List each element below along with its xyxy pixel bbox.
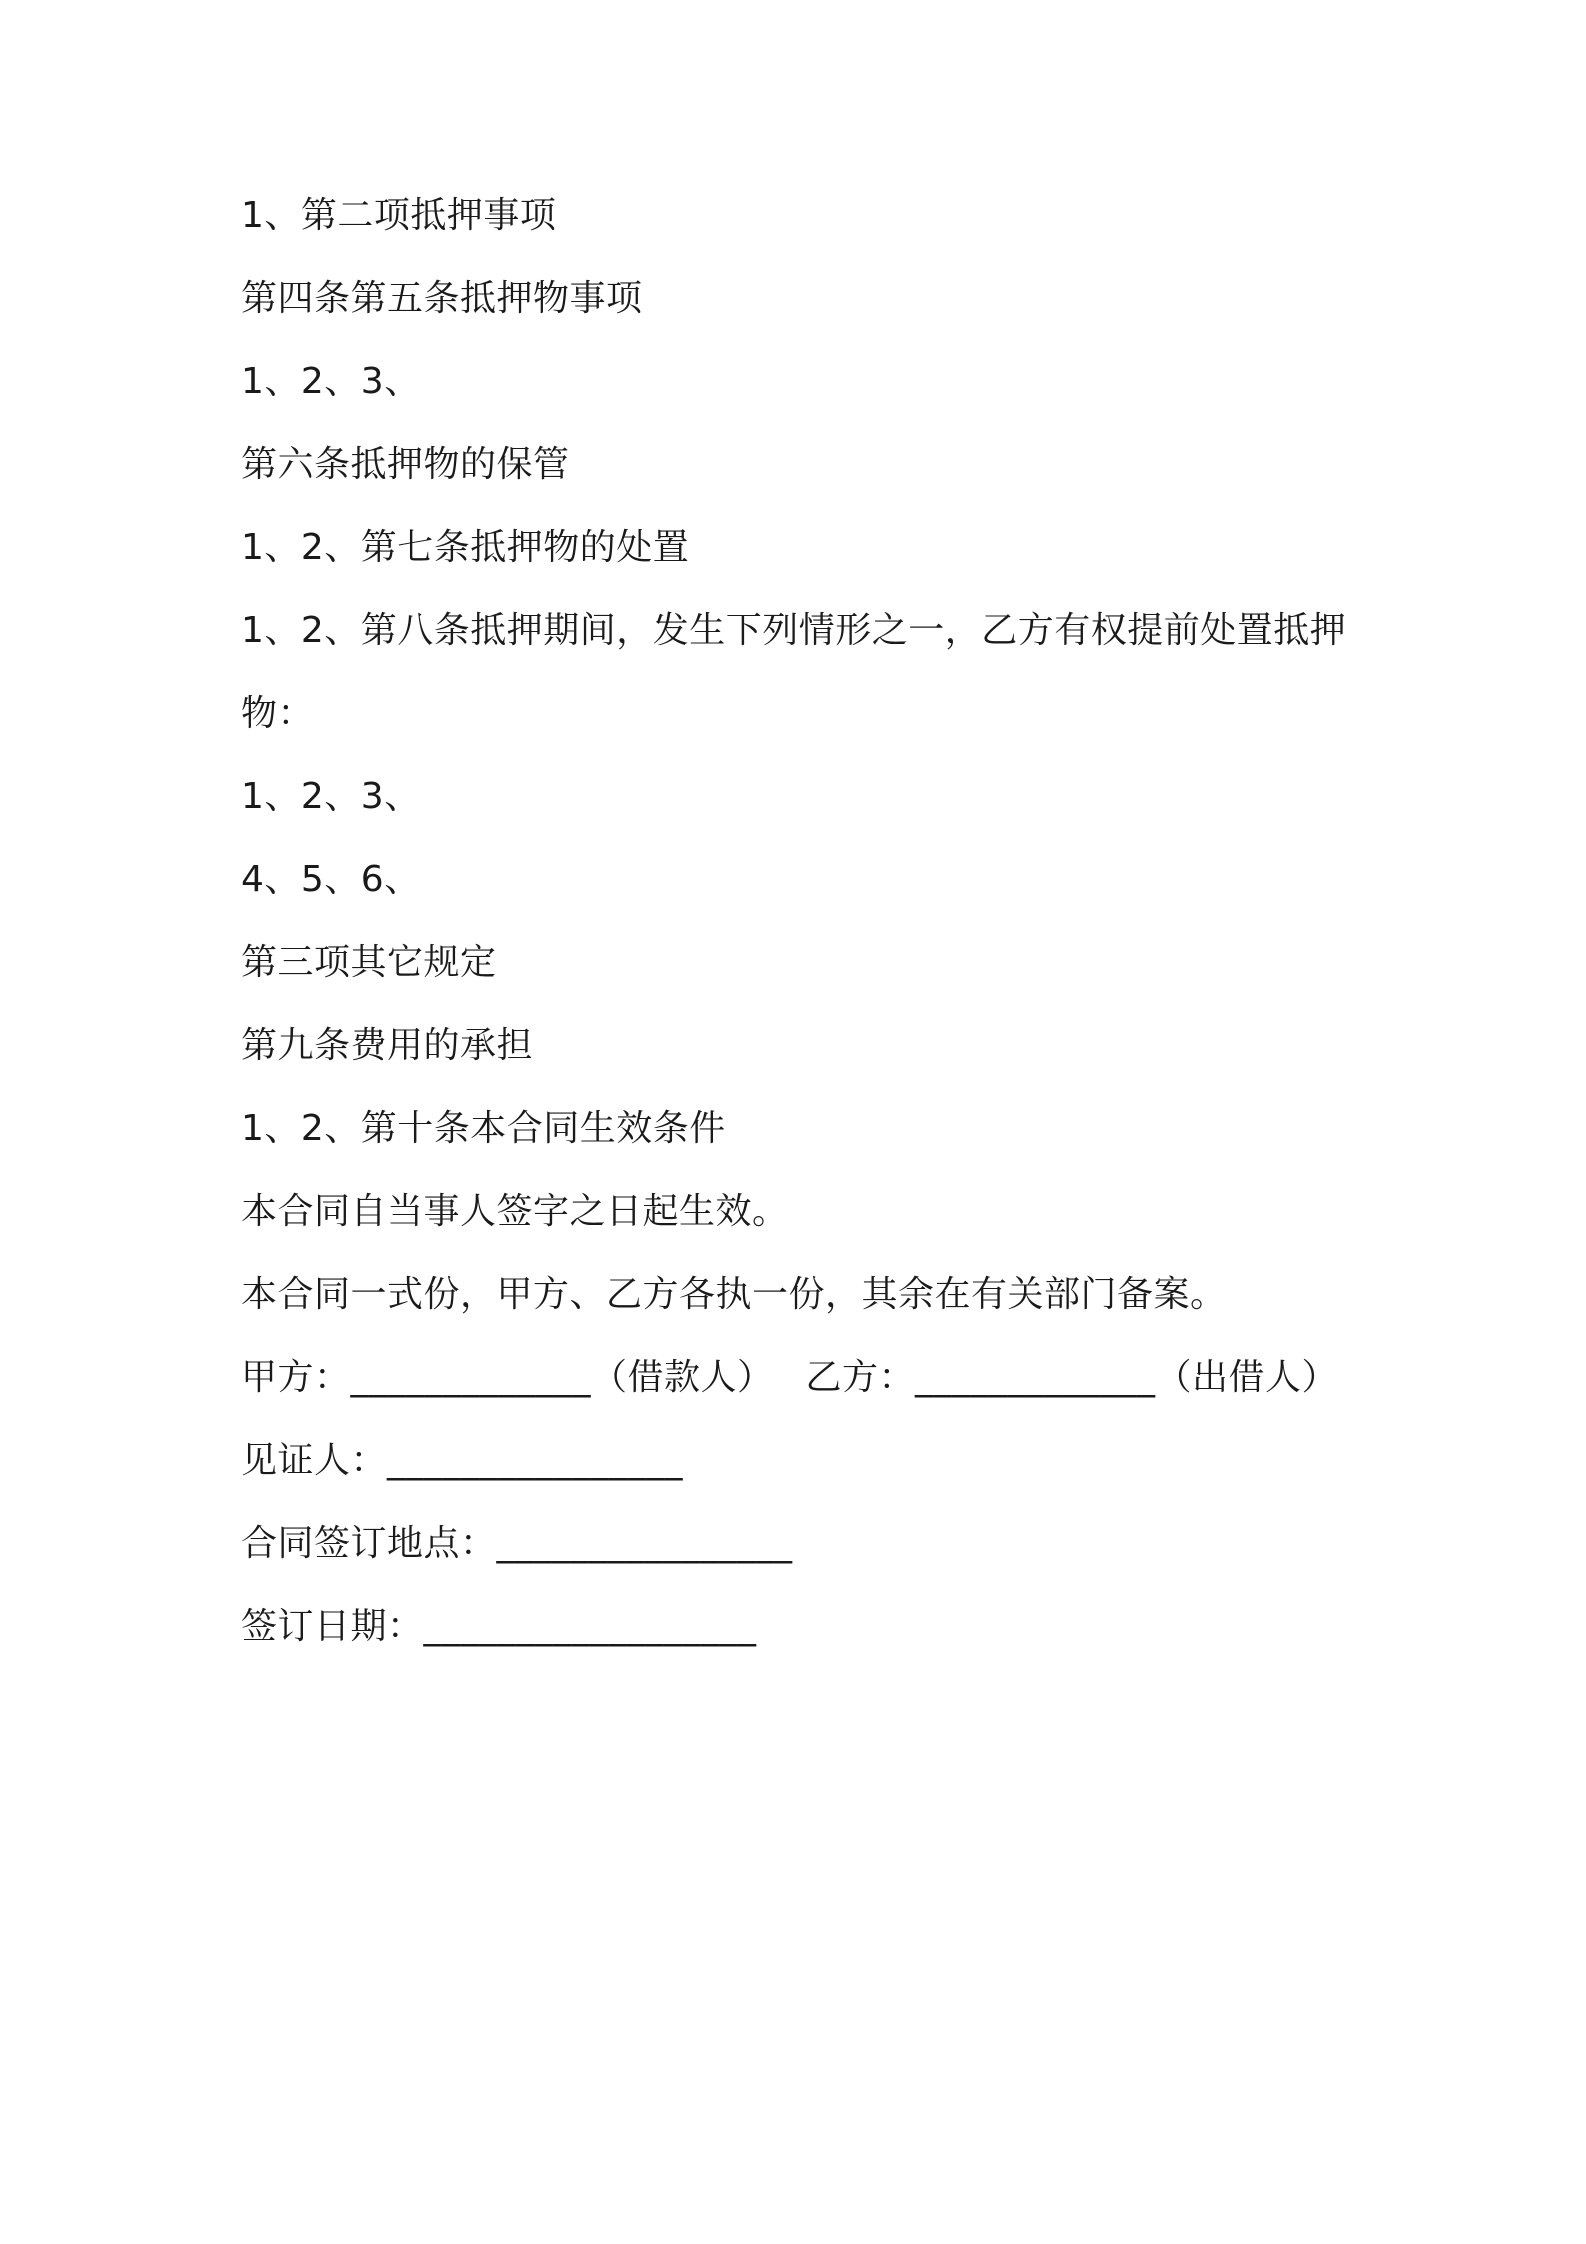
party-a-role: （借款人） — [591, 1357, 774, 1398]
signing-date-line — [241, 1604, 1351, 1650]
witness-label: 见证人： — [241, 1440, 388, 1481]
witness-line — [241, 1438, 1351, 1484]
party-a-label: 甲方： — [241, 1357, 351, 1398]
article-text: 1、2、第八条抵押期间，发生下列情形之一，乙方有权提前处置抵押 — [241, 610, 1347, 651]
article-heading: 1、2、第十条本合同生效条件 — [241, 1108, 726, 1149]
article-heading: 第六条抵押物的保管 — [241, 444, 570, 485]
witness-blank: ________________ — [387, 1440, 684, 1481]
signature-parties-line — [241, 1355, 1351, 1401]
numbered-items: 1、2、3、 — [241, 776, 421, 817]
party-b-label: 乙方： — [805, 1357, 916, 1398]
numbered-items: 1、2、3、 — [241, 361, 421, 402]
article-heading: 1、2、第七条抵押物的处置 — [241, 527, 690, 568]
party-b-blank: _____________ — [915, 1357, 1156, 1398]
article-heading: 第四条第五条抵押物事项 — [241, 278, 643, 319]
article-text: 本合同自当事人签字之日起生效。 — [241, 1191, 789, 1232]
article-text: 本合同一式份，甲方、乙方各执一份，其余在有关部门备案。 — [241, 1274, 1227, 1315]
signing-place-label: 合同签订地点： — [241, 1523, 497, 1564]
section-heading: 第三项其它规定 — [241, 942, 497, 983]
section-heading: 1、第二项抵押事项 — [241, 195, 557, 236]
numbered-items: 4、5、6、 — [241, 859, 421, 900]
party-a-blank: _____________ — [350, 1357, 592, 1398]
signing-place-blank: ________________ — [496, 1523, 793, 1564]
party-b-role: （出借人） — [1155, 1357, 1339, 1398]
signing-date-blank: __________________ — [423, 1606, 757, 1647]
article-text-continued: 物： — [241, 693, 315, 734]
signing-date-label: 签订日期： — [241, 1606, 424, 1647]
signing-place-line — [241, 1521, 1351, 1567]
article-heading: 第九条费用的承担 — [241, 1025, 534, 1066]
document-body — [241, 193, 1351, 1687]
